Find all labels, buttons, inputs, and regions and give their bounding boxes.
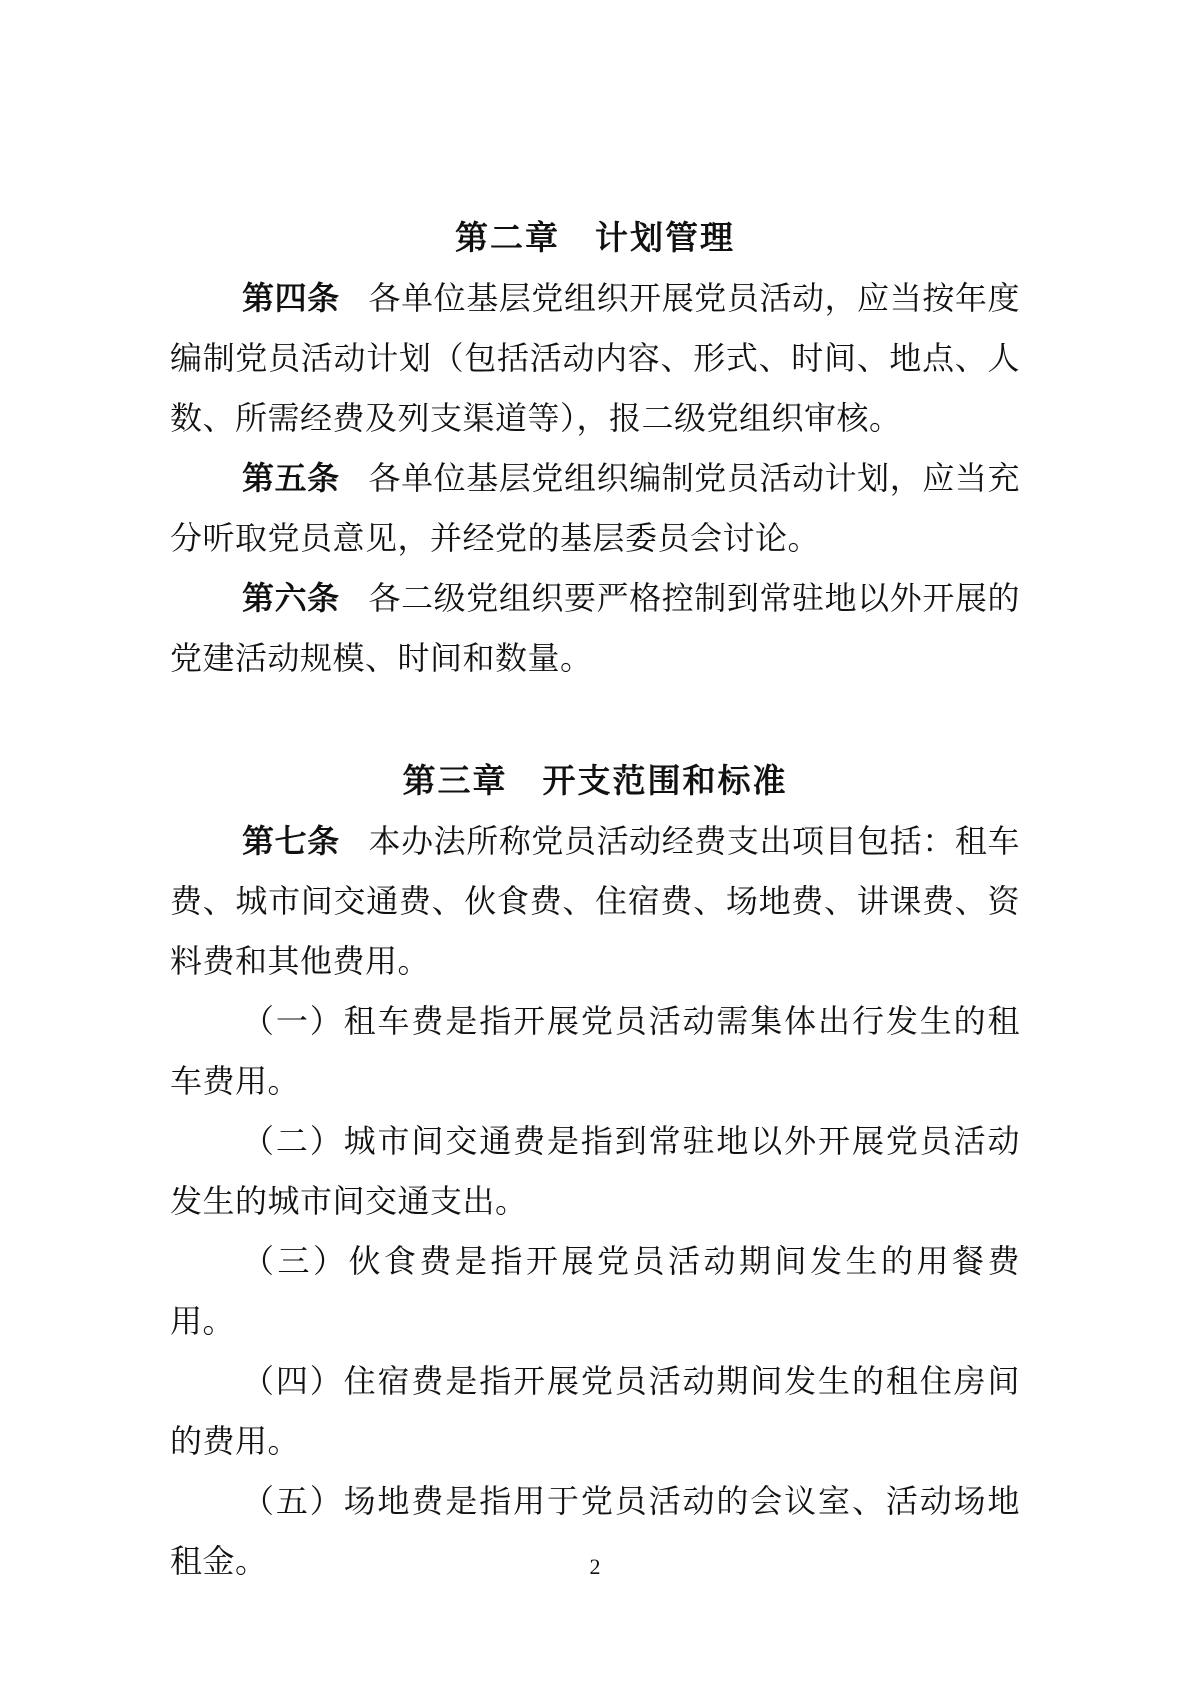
article-5-paragraph [170,448,1020,568]
article-7-item-3-paragraph [170,1231,1020,1351]
article-4-label: 第四条 [242,280,340,316]
article-7-text: 本办法所称党员活动经费支出项目包括：租车费、城市间交通费、伙食费、住宿费、场地费、讲课费、资料费和其他费用。 [170,823,1020,979]
article-6-text: 各二级党组织要严格控制到常驻地以外开展的党建活动规模、时间和数量。 [170,580,1020,676]
article-7-item-4-paragraph [170,1351,1020,1471]
article-5-text: 各单位基层党组织编制党员活动计划，应当充分听取党员意见，并经党的基层委员会讨论。 [170,460,1020,556]
article-7-item-2-text: （二）城市间交通费是指到常驻地以外开展党员活动发生的城市间交通支出。 [170,1123,1020,1219]
chapter-3-heading: 第三章 开支范围和标准 [402,762,788,799]
article-4-text: 各单位基层党组织开展党员活动，应当按年度编制党员活动计划（包括活动内容、形式、时间、地点、人数、所需经费及列支渠道等），报二级党组织审核。 [170,280,1020,436]
article-7-item-4-text: （四）住宿费是指开展党员活动期间发生的租住房间的费用。 [170,1363,1020,1459]
article-7-label: 第七条 [242,823,340,859]
chapter-2-heading: 第二章 计划管理 [455,219,735,256]
article-7-item-1-paragraph [170,991,1020,1111]
article-5-label: 第五条 [242,460,340,496]
article-7-paragraph [170,811,1020,991]
article-6-label: 第六条 [242,580,340,616]
article-7-item-5-text: （五）场地费是指用于党员活动的会议室、活动场地租金。 [170,1483,1020,1579]
article-7-item-2-paragraph [170,1111,1020,1231]
document-content [170,0,1020,1591]
page-number: 2 [589,1554,601,1579]
article-7-item-3-text: （三）伙食费是指开展党员活动期间发生的用餐费用。 [170,1243,1020,1339]
article-7-item-1-text: （一）租车费是指开展党员活动需集体出行发生的租车费用。 [170,1003,1020,1099]
article-6-paragraph [170,568,1020,688]
article-4-paragraph [170,268,1020,448]
